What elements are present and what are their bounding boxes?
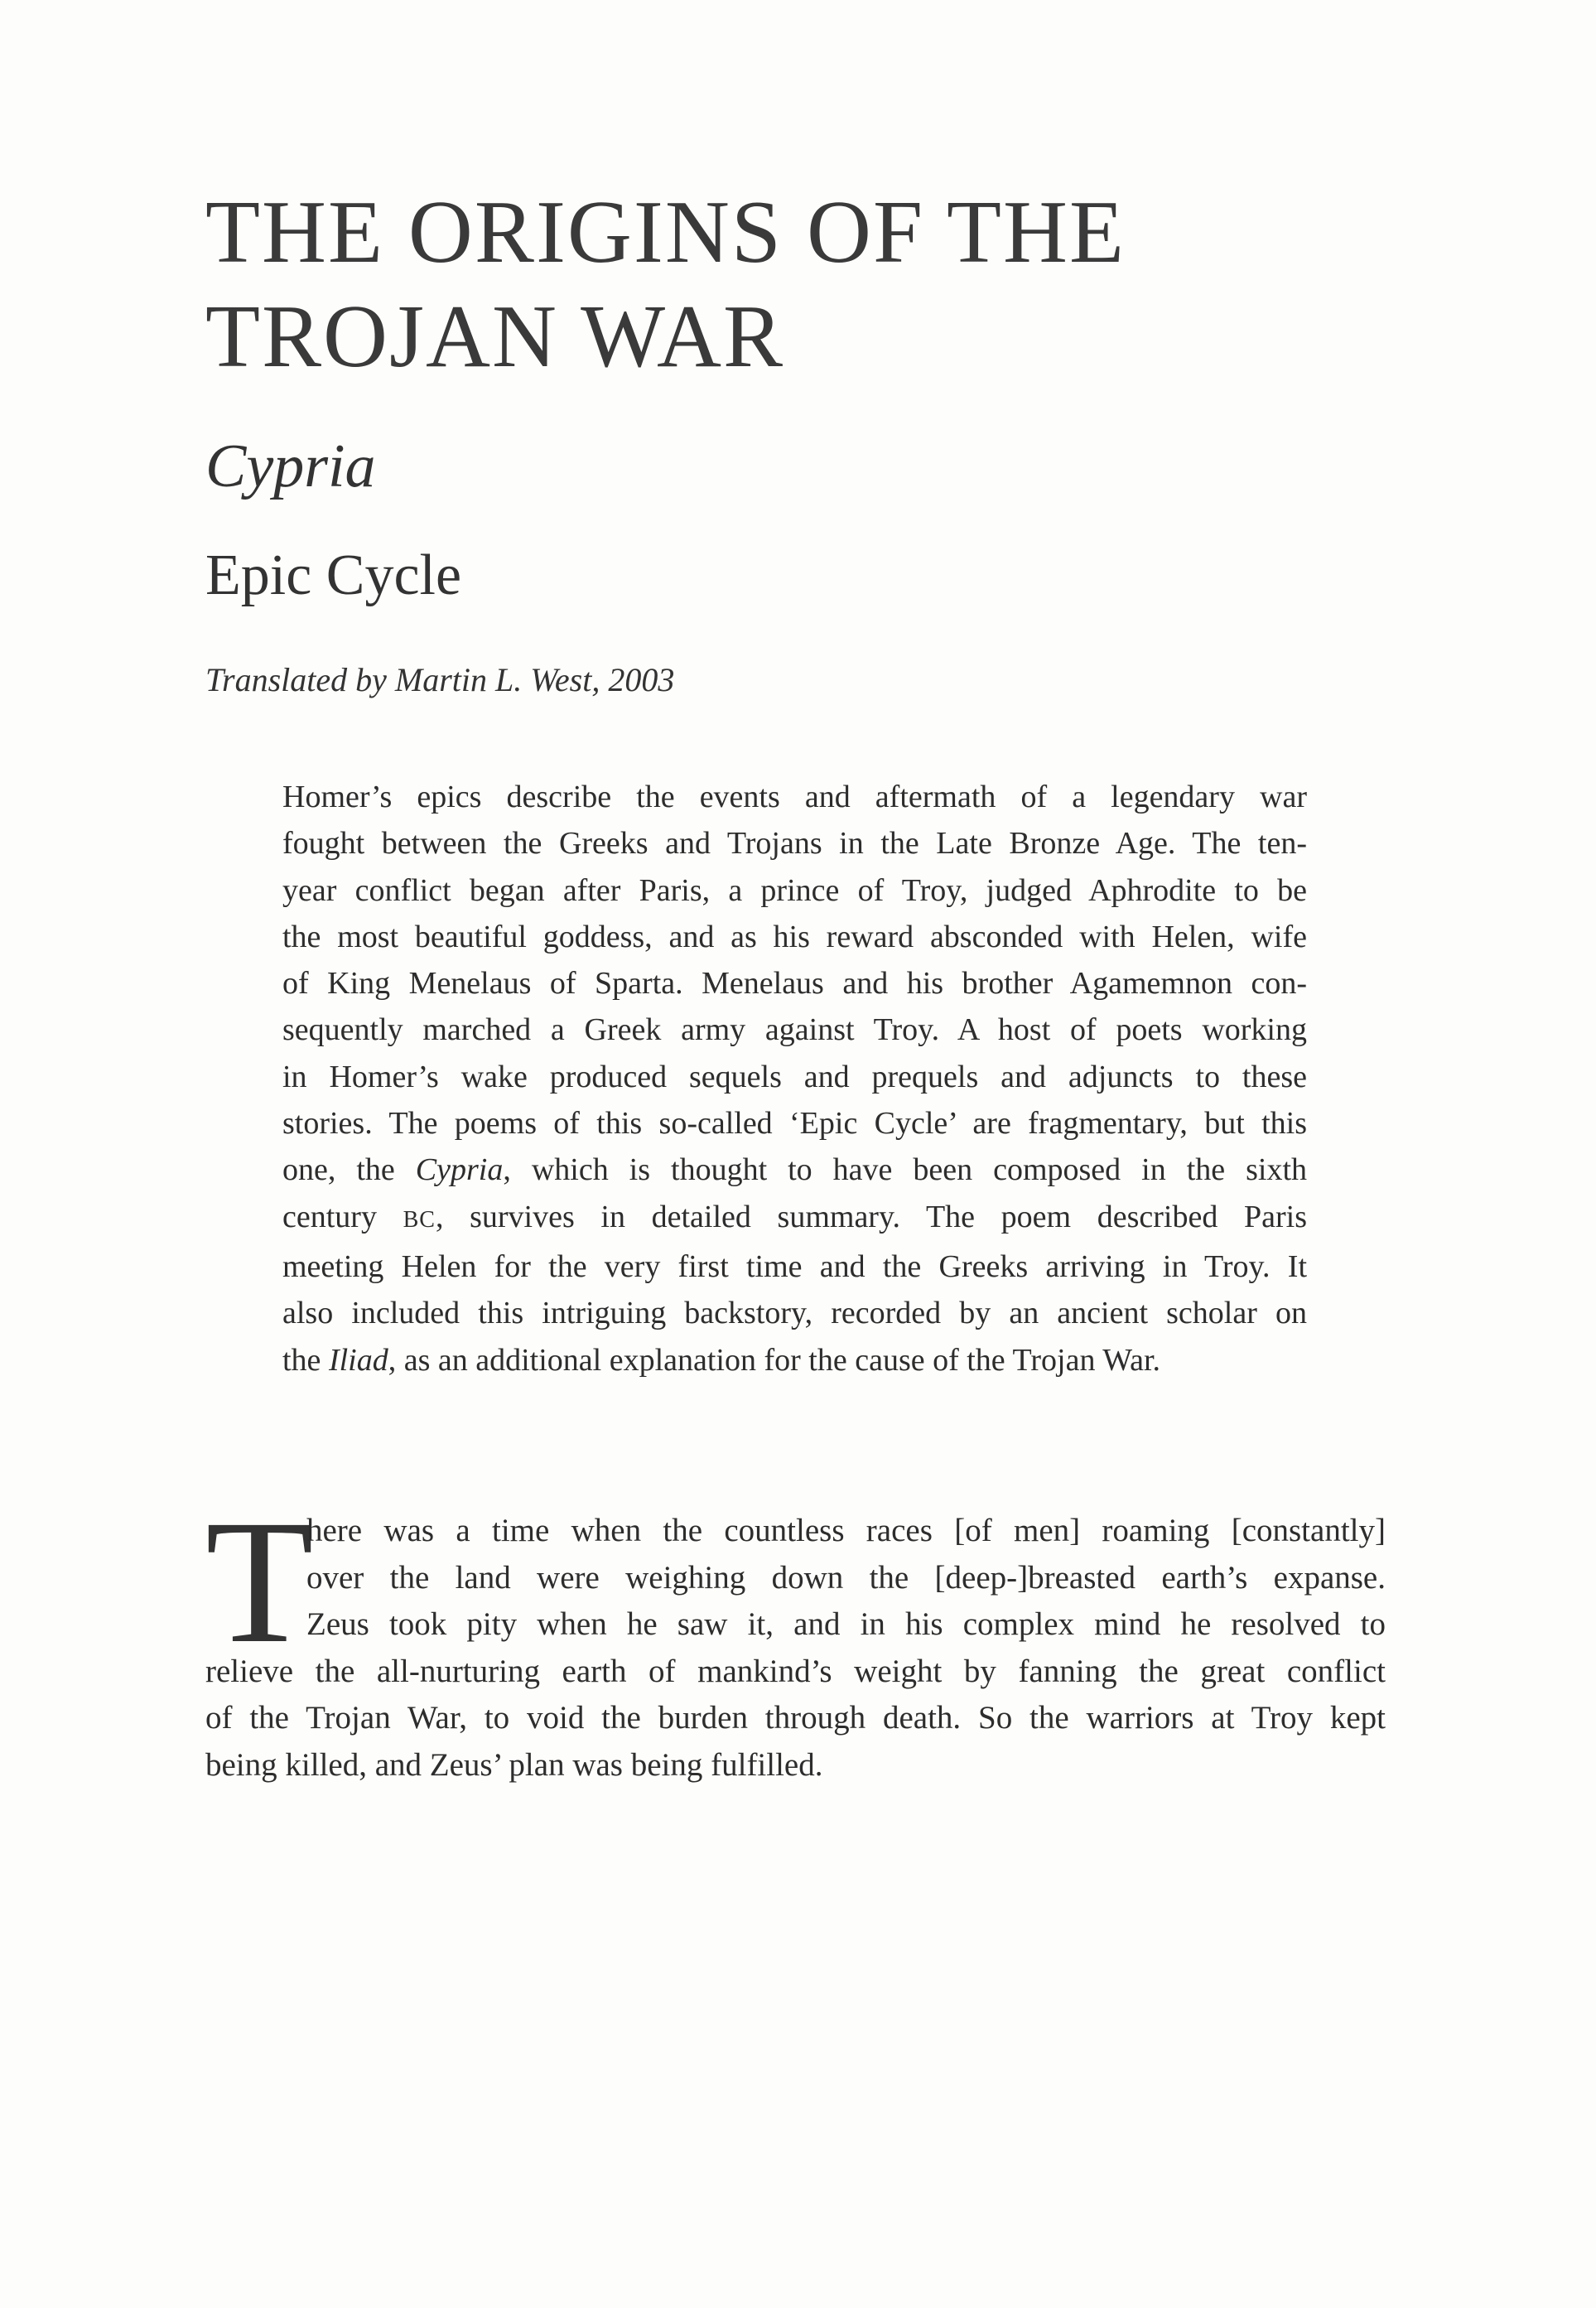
main-paragraph (205, 1484, 1386, 1789)
intro-line: meeting Helen for the very first time and the Greeks arriving in Troy. It (282, 1248, 1307, 1284)
intro-line: year conflict began after Paris, a prince of Troy, judged Aphrodite to be (282, 872, 1307, 908)
main-line: over the land were weighing down the [deep-]breasted earth’s expanse. (306, 1559, 1386, 1596)
intro-text: century (282, 1199, 377, 1234)
intro-line: fought between the Greeks and Trojans in the Late Bronze Age. The ten- (282, 826, 1307, 862)
intro-line: sequently marched a Greek army against Troy. A host of poets working (282, 1012, 1307, 1048)
intro-line (282, 1147, 1307, 1193)
intro-paragraph (282, 774, 1307, 1383)
source-title: Epic Cycle (205, 543, 462, 607)
main-line: of the Trojan War, to void the burden through death. So the warriors at Troy kept (205, 1700, 1386, 1736)
intro-line: in Homer’s wake produced sequels and prequels and adjuncts to these (282, 1059, 1307, 1094)
intro-text: one, the (282, 1152, 395, 1188)
intro-line: the most beautiful goddess, and as his reward absconded with Helen, wife (282, 919, 1307, 954)
intro-text: , which is thought to have been composed in the sixth (503, 1152, 1308, 1188)
main-line: relieve the all-nurturing earth of mankind’s weight by fanning the great conflict (205, 1653, 1386, 1689)
intro-line: Homer’s epics describe the events and aftermath of a legendary war (282, 780, 1307, 814)
work-title: Cypria (205, 432, 376, 500)
chapter-title-line-2: TROJAN WAR (205, 287, 785, 386)
intro-line (282, 1337, 1307, 1383)
chapter-title (205, 181, 1282, 389)
intro-text: the (282, 1342, 321, 1378)
chapter-title-line-1: THE ORIGINS OF THE (205, 183, 1126, 282)
italic-work-title: Iliad (328, 1342, 388, 1378)
italic-work-title: Cypria (415, 1152, 504, 1188)
intro-line: stories. The poems of this so-called ‘Epic Cycle’ are fragmentary, but this (282, 1106, 1307, 1142)
drop-cap: T (205, 1484, 314, 1680)
intro-line: also included this intriguing backstory, recorded by an ancient scholar on (282, 1296, 1307, 1331)
intro-text: , survives in detailed summary. The poem described Paris (435, 1199, 1308, 1234)
intro-line: of King Menelaus of Sparta. Menelaus and his brother Agamemnon con- (282, 966, 1307, 1002)
translator-credit: Translated by Martin L. West, 2003 (205, 661, 675, 698)
intro-text: , as an additional explanation for the cause of the Trojan War. (388, 1342, 1160, 1378)
main-line: here was a time when the countless races [of men] roaming [constantly] (306, 1513, 1386, 1548)
intro-line (282, 1194, 1307, 1243)
main-line: being killed, and Zeus’ plan was being fulfilled. (205, 1746, 823, 1783)
era-abbreviation: BC (403, 1206, 436, 1233)
main-line: Zeus took pity when he saw it, and in his complex mind he resolved to (306, 1606, 1386, 1642)
